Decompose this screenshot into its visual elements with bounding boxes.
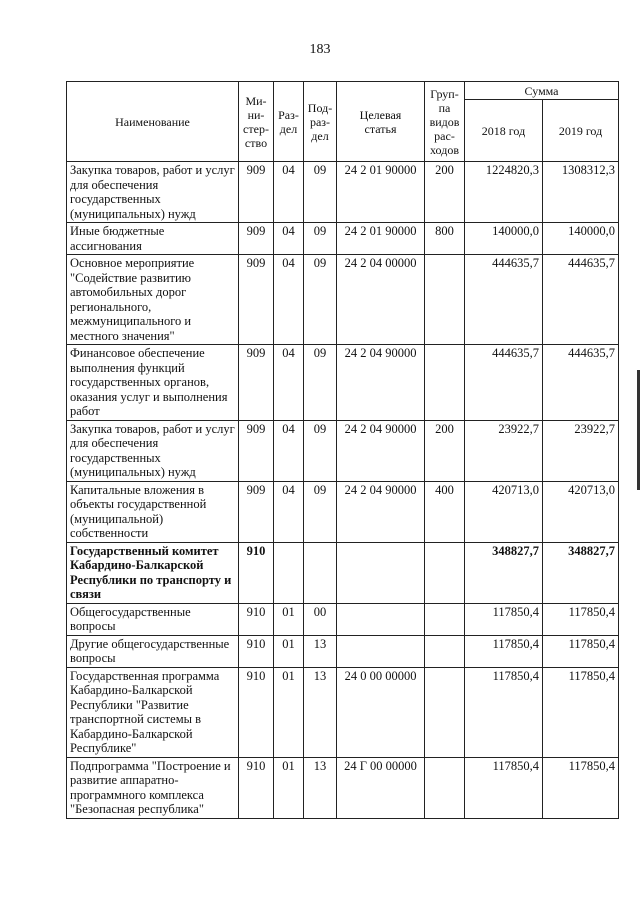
row-name: Государственный комитет Кабардино-Балкарской Республики по транспорту и связи: [67, 542, 239, 603]
row-subsection: 00: [304, 603, 337, 635]
row-target: 24 2 04 90000: [337, 345, 425, 421]
row-2018: 444635,7: [465, 345, 543, 421]
row-2019: 117850,4: [543, 667, 619, 757]
header-section: Раз- дел: [274, 82, 304, 162]
row-group: 400: [425, 481, 465, 542]
row-subsection: 09: [304, 420, 337, 481]
header-name: Наименование: [67, 82, 239, 162]
row-section: 04: [274, 481, 304, 542]
row-section: [274, 542, 304, 603]
table-row: [67, 255, 619, 345]
row-2018: 420713,0: [465, 481, 543, 542]
row-target: 24 2 04 00000: [337, 255, 425, 345]
row-section: 01: [274, 635, 304, 667]
row-group: 200: [425, 162, 465, 223]
table-row: [67, 667, 619, 757]
row-name: Общегосударственные вопросы: [67, 603, 239, 635]
row-group: [425, 667, 465, 757]
row-ministry: 910: [239, 635, 274, 667]
row-group: [425, 757, 465, 818]
row-2019: 348827,7: [543, 542, 619, 603]
row-name: Капитальные вложения в объекты государственной (муниципальной) собственности: [67, 481, 239, 542]
row-ministry: 909: [239, 162, 274, 223]
row-2018: 117850,4: [465, 757, 543, 818]
row-target: 24 2 04 90000: [337, 481, 425, 542]
row-name: Государственная программа Кабардино-Балкарской Республики "Развитие транспортной системы в Кабардино-Балкарской Республике": [67, 667, 239, 757]
table-row: [67, 542, 619, 603]
row-name: Основное мероприятие "Содействие развитию автомобильных дорог регионального, межмуниципального и местного значения": [67, 255, 239, 345]
row-2018: 348827,7: [465, 542, 543, 603]
row-target: 24 2 01 90000: [337, 162, 425, 223]
row-2018: 444635,7: [465, 255, 543, 345]
row-name: Финансовое обеспечение выполнения функций государственных органов, оказания услуг и выполнения работ: [67, 345, 239, 421]
row-subsection: 09: [304, 481, 337, 542]
row-ministry: 910: [239, 603, 274, 635]
row-2018: 140000,0: [465, 223, 543, 255]
row-subsection: 13: [304, 635, 337, 667]
row-ministry: 909: [239, 420, 274, 481]
row-2019: 420713,0: [543, 481, 619, 542]
row-target: [337, 542, 425, 603]
row-section: 04: [274, 345, 304, 421]
row-2019: 117850,4: [543, 603, 619, 635]
row-group: 200: [425, 420, 465, 481]
row-subsection: 13: [304, 757, 337, 818]
row-target: 24 Г 00 00000: [337, 757, 425, 818]
row-name: Подпрограмма "Построение и развитие аппаратно-программного комплекса "Безопасная республика": [67, 757, 239, 818]
row-ministry: 909: [239, 255, 274, 345]
row-subsection: 09: [304, 345, 337, 421]
row-name: Иные бюджетные ассигнования: [67, 223, 239, 255]
page-number: 183: [309, 42, 331, 57]
row-group: [425, 255, 465, 345]
row-subsection: 13: [304, 667, 337, 757]
row-name: Другие общегосударственные вопросы: [67, 635, 239, 667]
row-2018: 23922,7: [465, 420, 543, 481]
row-group: [425, 635, 465, 667]
table-row: [67, 635, 619, 667]
row-ministry: 909: [239, 345, 274, 421]
row-ministry: 910: [239, 757, 274, 818]
row-section: 04: [274, 162, 304, 223]
row-2019: 23922,7: [543, 420, 619, 481]
row-ministry: 909: [239, 223, 274, 255]
row-section: 01: [274, 603, 304, 635]
row-2019: 444635,7: [543, 345, 619, 421]
row-group: [425, 603, 465, 635]
row-ministry: 910: [239, 667, 274, 757]
header-ministry: Ми- ни- стер- ство: [239, 82, 274, 162]
row-name: Закупка товаров, работ и услуг для обеспечения государственных (муниципальных) нужд: [67, 420, 239, 481]
budget-table: [66, 81, 619, 819]
row-target: 24 2 01 90000: [337, 223, 425, 255]
row-name: Закупка товаров, работ и услуг для обеспечения государственных (муниципальных) нужд: [67, 162, 239, 223]
row-section: 04: [274, 255, 304, 345]
table-row: [67, 420, 619, 481]
row-subsection: 09: [304, 162, 337, 223]
header-2018: 2018 год: [465, 100, 543, 162]
row-2019: 117850,4: [543, 757, 619, 818]
row-section: 04: [274, 420, 304, 481]
row-2019: 444635,7: [543, 255, 619, 345]
row-2018: 117850,4: [465, 603, 543, 635]
row-ministry: 910: [239, 542, 274, 603]
row-2019: 140000,0: [543, 223, 619, 255]
table-row: [67, 162, 619, 223]
row-2018: 117850,4: [465, 667, 543, 757]
row-group: [425, 542, 465, 603]
row-group: [425, 345, 465, 421]
header-subsection: Под- раз- дел: [304, 82, 337, 162]
row-target: [337, 603, 425, 635]
table-row: [67, 757, 619, 818]
header-2019: 2019 год: [543, 100, 619, 162]
row-subsection: 09: [304, 223, 337, 255]
row-section: 04: [274, 223, 304, 255]
table-row: [67, 345, 619, 421]
row-ministry: 909: [239, 481, 274, 542]
header-target: Целевая статья: [337, 82, 425, 162]
row-2019: 117850,4: [543, 635, 619, 667]
table-body: [67, 162, 619, 819]
row-subsection: 09: [304, 255, 337, 345]
row-2018: 1224820,3: [465, 162, 543, 223]
table-row: [67, 481, 619, 542]
table-row: [67, 603, 619, 635]
header-group: Груп- па видов рас- ходов: [425, 82, 465, 162]
row-target: 24 0 00 00000: [337, 667, 425, 757]
row-section: 01: [274, 757, 304, 818]
row-2019: 1308312,3: [543, 162, 619, 223]
row-2018: 117850,4: [465, 635, 543, 667]
row-group: 800: [425, 223, 465, 255]
row-section: 01: [274, 667, 304, 757]
table-row: [67, 223, 619, 255]
row-subsection: [304, 542, 337, 603]
row-target: [337, 635, 425, 667]
row-target: 24 2 04 90000: [337, 420, 425, 481]
header-sum: Сумма: [465, 82, 619, 100]
